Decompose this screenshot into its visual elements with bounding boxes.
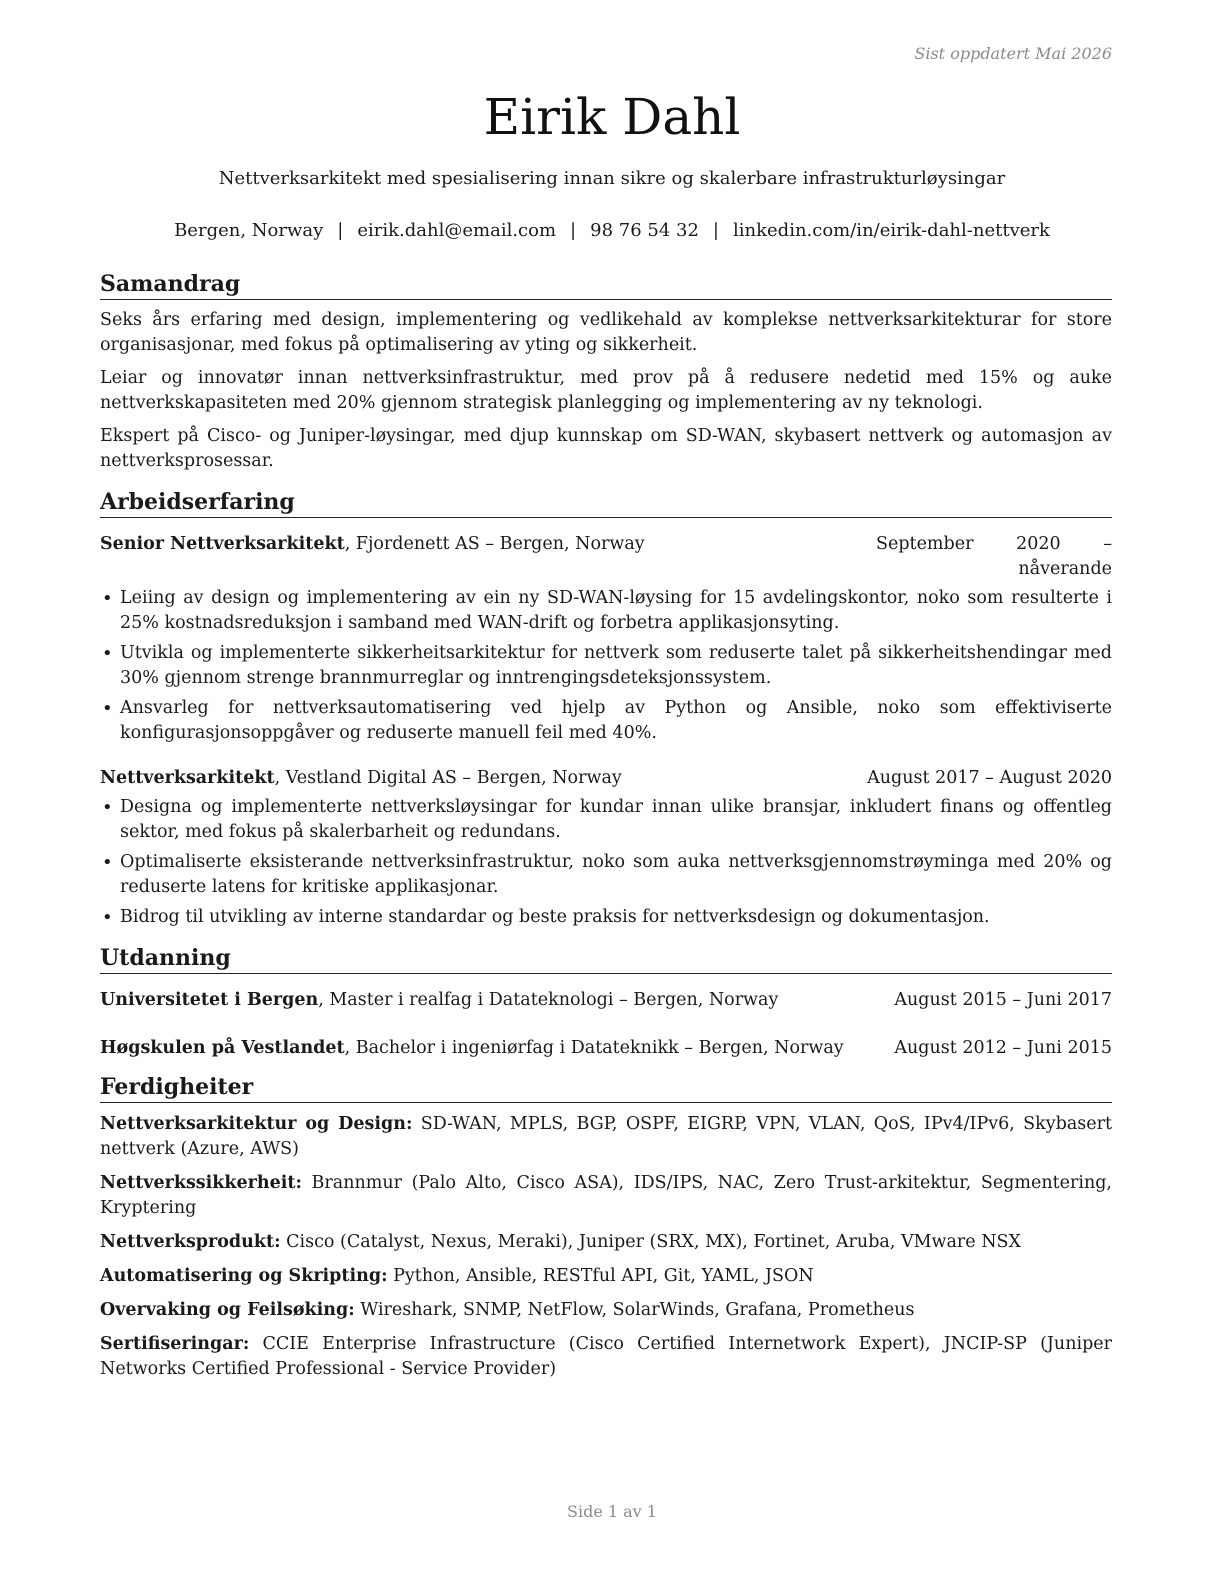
- education-title-line: [100, 1036, 844, 1061]
- education-degree: , Master i realfag i Datateknologi – Bergen, Norway: [318, 990, 779, 1010]
- job-header: [100, 532, 1112, 582]
- skill-row: [100, 1332, 1112, 1382]
- skill-value: SD-WAN, MPLS, BGP, OSPF, EIGRP, VPN, VLAN, QoS, IPv4/IPv6, Skybasert nettverk (Azure, AWS): [100, 1114, 1113, 1159]
- summary-paragraph: Ekspert på Cisco- og Juniper-løysingar, med djup kunnskap om SD-WAN, skybasert nettverk og automasjon av nettverksprosessar.: [100, 426, 1112, 471]
- summary-paragraph: Leiar og innovatør innan nettverksinfrastruktur, med prov på å redusere nedetid med 15% og auke nettverkskapasiteten med 20% gjennom strategisk planlegging og implementering av ny teknologi.: [100, 368, 1112, 413]
- skill-row: [100, 1171, 1112, 1221]
- education-dates: August 2012 – Juni 2015: [894, 1038, 1112, 1058]
- list-item: • Designa og implementerte nettverksløysingar for kundar innan ulike bransjar, inkludert finans og offentleg sektor, med fokus på skalerbarheit og redundans.: [100, 795, 1112, 845]
- list-item: • Leiing av design og implementering av ein ny SD-WAN-løysing for 15 avdelingskontor, noko som resulterte i 25% kostnadsreduksjon i samband med WAN-drift og forbetra applikasjonsyting.: [100, 586, 1112, 636]
- skill-row: [100, 1112, 1112, 1162]
- experience-section: [100, 488, 1112, 930]
- skill-value: Python, Ansible, RESTful API, Git, YAML, JSON: [387, 1266, 814, 1286]
- education-row: [100, 1036, 1112, 1061]
- job-bullets: [100, 586, 1112, 746]
- skill-value: Cisco (Catalyst, Nexus, Meraki), Juniper (SRX, MX), Fortinet, Aruba, VMware NSX: [280, 1232, 1021, 1252]
- contact-linkedin[interactable]: linkedin.com/in/eirik-dahl-nettverk: [733, 220, 1050, 241]
- section-title-education: Utdanning: [100, 944, 1112, 974]
- contact-location: Bergen, Norway: [174, 220, 324, 241]
- job-dates: August 2017 – August 2020: [867, 768, 1112, 788]
- skill-row: [100, 1230, 1112, 1255]
- contact-separator: |: [337, 220, 344, 241]
- contact-line: [0, 220, 1224, 241]
- education-school: Universitetet i Bergen: [100, 990, 319, 1010]
- education-degree: , Bachelor i ingeniørfag i Datateknikk – Bergen, Norway: [344, 1038, 844, 1058]
- education-dates: August 2015 – Juni 2017: [894, 990, 1112, 1010]
- candidate-name: Eirik Dahl: [483, 88, 741, 146]
- job-dates: September 2020 – nåverande: [876, 534, 1112, 579]
- skill-value: CCIE Enterprise Infrastructure (Cisco Certified Internetwork Expert), JNCIP-SP (Juniper Networks Certified Professional - Service Provider): [100, 1334, 1112, 1379]
- list-item: • Optimaliserte eksisterande nettverksinfrastruktur, noko som auka nettverksgjennomstrøyminga med 20% og reduserte latens for kritiske applikasjonar.: [100, 850, 1112, 900]
- contact-phone: 98 76 54 32: [590, 220, 699, 241]
- skill-label: Overvaking og Feilsøking:: [100, 1300, 355, 1320]
- section-title-skills: Ferdigheiter: [100, 1073, 1112, 1103]
- skills-section: [100, 1073, 1112, 1382]
- job-header: [100, 766, 1112, 791]
- last-updated: Sist oppdatert Mai 2026: [914, 44, 1112, 63]
- education-row: [100, 988, 1112, 1013]
- job-title-line: [100, 766, 622, 791]
- job-title-line: [100, 532, 645, 557]
- skill-label: Sertifiseringar:: [100, 1334, 250, 1354]
- skill-label: Nettverksprodukt:: [100, 1232, 281, 1252]
- job-role: Senior Nettverksarkitekt: [100, 534, 345, 554]
- education-title-line: [100, 988, 778, 1013]
- section-title-summary: Samandrag: [100, 270, 1112, 300]
- tagline: Nettverksarkitekt med spesialisering innan sikre og skalerbare infrastrukturløysingar: [218, 168, 1006, 189]
- skill-label: Nettverksarkitektur og Design:: [100, 1114, 413, 1134]
- summary-section: [100, 270, 1112, 474]
- skill-value: Brannmur (Palo Alto, Cisco ASA), IDS/IPS, NAC, Zero Trust-arkitektur, Segmentering, Kryptering: [100, 1173, 1112, 1218]
- skill-row: [100, 1298, 1112, 1323]
- summary-paragraph: Seks års erfaring med design, implementering og vedlikehald av komplekse nettverksarkitekturar for store organisasjonar, med fokus på optimalisering av yting og sikkerheit.: [100, 310, 1112, 355]
- skill-label: Nettverkssikkerheit:: [100, 1173, 302, 1193]
- job-company: , Vestland Digital AS – Bergen, Norway: [274, 768, 622, 788]
- contact-separator: |: [712, 220, 719, 241]
- page-number: Side 1 av 1: [567, 1502, 657, 1521]
- contact-email[interactable]: eirik.dahl@email.com: [357, 220, 557, 241]
- section-title-experience: Arbeidserfaring: [100, 488, 1112, 518]
- list-item: • Utvikla og implementerte sikkerheitsarkitektur for nettverk som reduserte talet på sikkerheitshendingar med 30% gjennom strenge brannmurreglar og inntrengingsdeteksjonssystem.: [100, 641, 1112, 691]
- job-bullets: [100, 795, 1112, 930]
- list-item: • Bidrog til utvikling av interne standardar og beste praksis for nettverksdesign og dokumentasjon.: [100, 905, 1112, 930]
- contact-separator: |: [570, 220, 577, 241]
- skill-value: Wireshark, SNMP, NetFlow, SolarWinds, Grafana, Prometheus: [354, 1300, 915, 1320]
- job-company: , Fjordenett AS – Bergen, Norway: [344, 534, 645, 554]
- education-section: [100, 944, 1112, 1061]
- list-item: • Ansvarleg for nettverksautomatisering ved hjelp av Python og Ansible, noko som effektiviserte konfigurasjonsoppgåver og reduserte manuell feil med 40%.: [100, 696, 1112, 746]
- job-role: Nettverksarkitekt: [100, 768, 275, 788]
- skill-row: [100, 1264, 1112, 1289]
- education-school: Høgskulen på Vestlandet: [100, 1038, 345, 1058]
- skill-label: Automatisering og Skripting:: [100, 1266, 388, 1286]
- resume-content: [100, 270, 1112, 1390]
